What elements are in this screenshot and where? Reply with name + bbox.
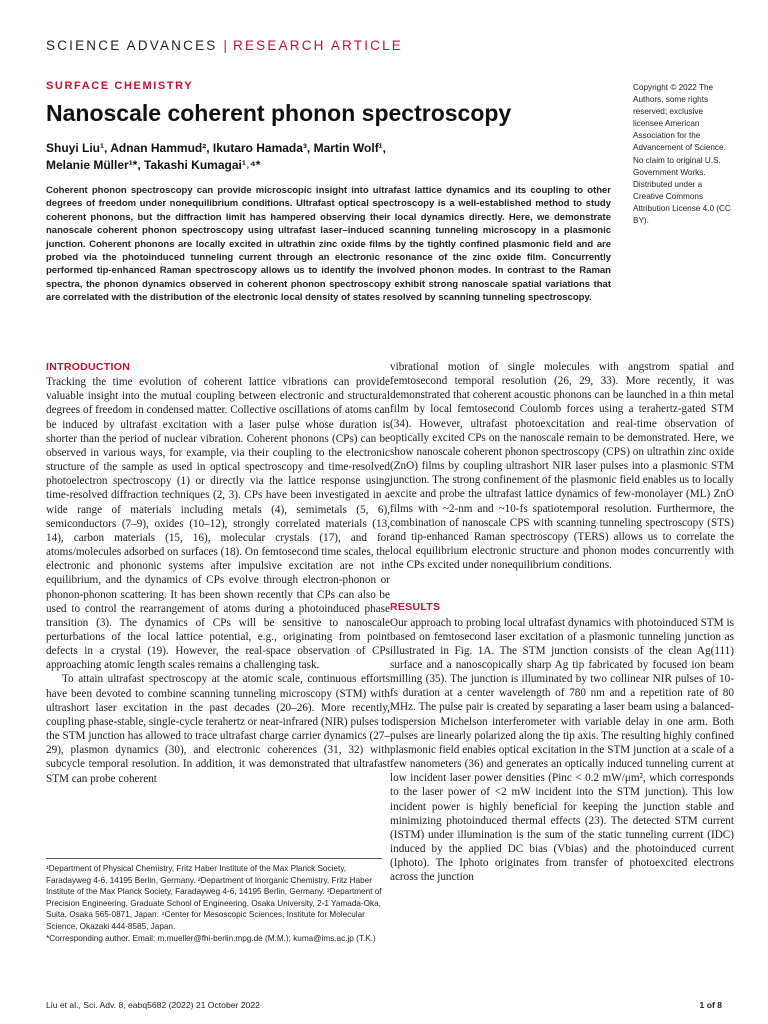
journal-name: SCIENCE ADVANCES — [46, 38, 218, 53]
right-column — [390, 360, 734, 884]
article-type: RESEARCH ARTICLE — [233, 38, 404, 53]
author-list — [46, 140, 456, 174]
results-paragraph-1: Our approach to probing local ultrafast dynamics with photoinduced STM is based on femtosecond laser excitation of a plasmonic tunneling junction as illustrated in Fig. 1A. The STM junction consists of the clean Ag(111) surface and a nanoscopically sharp Ag tip fabricated by focused ion beam milling (35). The junction is illuminated by two collinear NIR pulses of 10-fs duration at a center wavelength of 780 nm and a repetition rate of 80 MHz. The pulse pair is created by separating a laser beam using a balanced-dispersion Michelson interferometer with variable delay in one arm. Both pulses are linearly polarized along the tip axis. The resulting highly confined plasmonic field enables optical excitation in the STM junction at a scale of a few nanometers (36) and generates an optically induced tunneling current at low incident laser power densities (Pinc < 0.2 mW/μm², which corresponds to the laser power of <2 mW incident into the STM junction). This low incident power is highly beneficial for keeping the junction stable and minimizing photoinduced thermal effects (23). The detected STM current (ISTM) under illumination is the sum of the static tunneling current (IDC) induced by the applied DC bias (Vbias) and the photoinduced current (Iphoto). The Iphoto originates from transfer of photoexcited electrons across the junction — [390, 616, 734, 884]
author-line-2: Melanie Müller¹*, Takashi Kumagai¹˒⁴* — [46, 158, 261, 172]
introduction-paragraph-2: To attain ultrafast spectroscopy at the atomic scale, continuous efforts have been devoted to combine scanning tunneling microscopy (STM) with ultrashort laser excitation in the past decades (20–26). More recently, coupling phase-stable, single-cycle terahertz or near-infrared (NIR) pulses to the STM junction has allowed to trace ultrafast charge carrier dynamics (27–29), plasmon dynamics (30), and electronic coherences (31, 32) with subcycle temporal resolution. In addition, it was demonstrated that ultrafast STM can probe coherent — [46, 673, 390, 785]
copyright-notice: Copyright © 2022 The Authors, some rights reserved; exclusive licensee American Association for the Advancement of Science. No claim to original U.S. Government Works. Distributed under a Creative Commons Attribution License 4.0 (CC BY). — [633, 83, 731, 226]
article-title: Nanoscale coherent phonon spectroscopy — [46, 100, 512, 126]
results-heading: RESULTS — [390, 601, 441, 614]
affiliations-footnote — [46, 858, 382, 944]
journal-header — [46, 38, 403, 53]
abstract: Coherent phonon spectroscopy can provide microscopic insight into ultrafast lattice dynamics and its coupling to other degrees of freedom under nonequilibrium conditions. Ultrafast optical spectroscopy is a well-established method to study coherent phonons, but the diffraction limit has hampered observing their local dynamics directly. Here, we demonstrate nanoscale coherent phonon spectroscopy using ultrafast laser–induced scanning tunneling microscopy in a plasmonic junction. Coherent phonons are locally excited in ultrathin zinc oxide films by the tightly confined plasmonic field and are probed via the photoinduced tunneling current through an electronic resonance of the zinc oxide film. Concurrently performed tip-enhanced Raman spectroscopy allows us to identify the involved phonon modes. In contrast to the Raman spectra, the phonon dynamics observed in coherent phonon spectroscopy exhibit strong nanoscale spatial variations that are correlated with the distribution of the electronic local density of states resolved by scanning tunneling spectroscopy. — [46, 185, 611, 304]
footer-citation: Liu et al., Sci. Adv. 8, eabq5682 (2022) 21 October 2022 — [46, 1000, 260, 1010]
introduction-paragraph-3: vibrational motion of single molecules with angstrom spatial and femtosecond temporal resolution (26, 29, 33). More recently, it was demonstrated that coherent acoustic phonons can be launched in a thin metal film by local femtosecond Coulomb forces using a terahertz-gated STM (34). However, ultrafast photoexcitation and real-time observation of optically excited CPs on the nanoscale remain to be demonstrated. Here, we show nanoscale coherent phonon spectroscopy (CPS) on ultrathin zinc oxide (ZnO) films by coupling ultrashort NIR laser pulses into a plasmonic STM junction. The strong confinement of the plasmonic field enables us to locally excite and probe the ultrafast lattice dynamics of few-monolayer (ML) ZnO films with ~2-nm and ~10-fs spatiotemporal resolution. Furthermore, the combination of nanoscale CPS with scanning tunneling spectroscopy (STS) and tip-enhanced Raman spectroscopy (TERS) allows us to correlate the local equilibrium electronic structure and phonon modes concurrently with the CPs excited under nonequilibrium conditions. — [390, 361, 734, 572]
left-column — [46, 360, 390, 786]
affiliations-text: ¹Department of Physical Chemistry, Fritz Haber Institute of the Max Planck Society, Faradayweg 4-6, 14195 Berlin, Germany. ²Department of Inorganic Chemistry, Fritz Haber Institute of the Max Planck Society, Faradayweg 4-6, 14195 Berlin, Germany. ³Department of Precision Engineering, Graduate School of Engineering, Osaka University, 2-1 Yamada-Oka, Suita, Osaka 565-0871, Japan. ⁴Center for Mesoscopic Sciences, Institute for Molecular Science, Okazaki 444-8585, Japan. — [46, 864, 382, 931]
author-line-1: Shuyi Liu¹, Adnan Hammud², Ikutaro Hamada³, Martin Wolf¹, — [46, 141, 387, 155]
page-number: 1 of 8 — [699, 1000, 722, 1010]
section-label: SURFACE CHEMISTRY — [46, 80, 194, 92]
header-separator: | — [223, 38, 228, 53]
introduction-heading: INTRODUCTION — [46, 361, 131, 373]
corresponding-author: *Corresponding author. Email: m.mueller@fhi-berlin.mpg.de (M.M.); kuma@ims.ac.jp (T.K.) — [46, 933, 376, 943]
introduction-paragraph-1: Tracking the time evolution of coherent lattice vibrations can provide valuable insight into the mutual coupling between electronic and structural degrees of freedom in condensed matter. Collective oscillations of atoms can be induced by ultrafast excitation with a laser pulse whose duration is shorter than the period of nuclear vibration. Coherent phonons (CPs) can be observed in various ways, for example, via their coupling to the electronic structure of the sample as used in optical spectroscopy and time-resolved photoelectron spectroscopy (1) or directly via the lattice response using time-resolved diffraction techniques (2, 3). CPs have been investigated in a wide range of materials including metals (4), semimetals (5, 6), semiconductors (7–9), oxides (10–12), strongly correlated materials (13, 14), carbon materials (15, 16), molecular crystals (17), and for atoms/molecules adsorbed on surfaces (18). On femtosecond time scales, the electronic and phononic systems after impulsive excitation are not in equilibrium, and the dynamics of CPs evolve through electron-phonon or phonon-phonon scattering. It has been shown recently that CPs can also be used to control the rearrangement of atoms during a photoinduced phase transition (3). The dynamics of CPs will be sensitive to nanoscale perturbations of the local lattice potential, e.g., originating from point defects in a crystal (19). However, the real-space observation of CPs approaching atomic length scales remains a challenging task. — [46, 376, 390, 672]
section-gap — [390, 572, 734, 600]
